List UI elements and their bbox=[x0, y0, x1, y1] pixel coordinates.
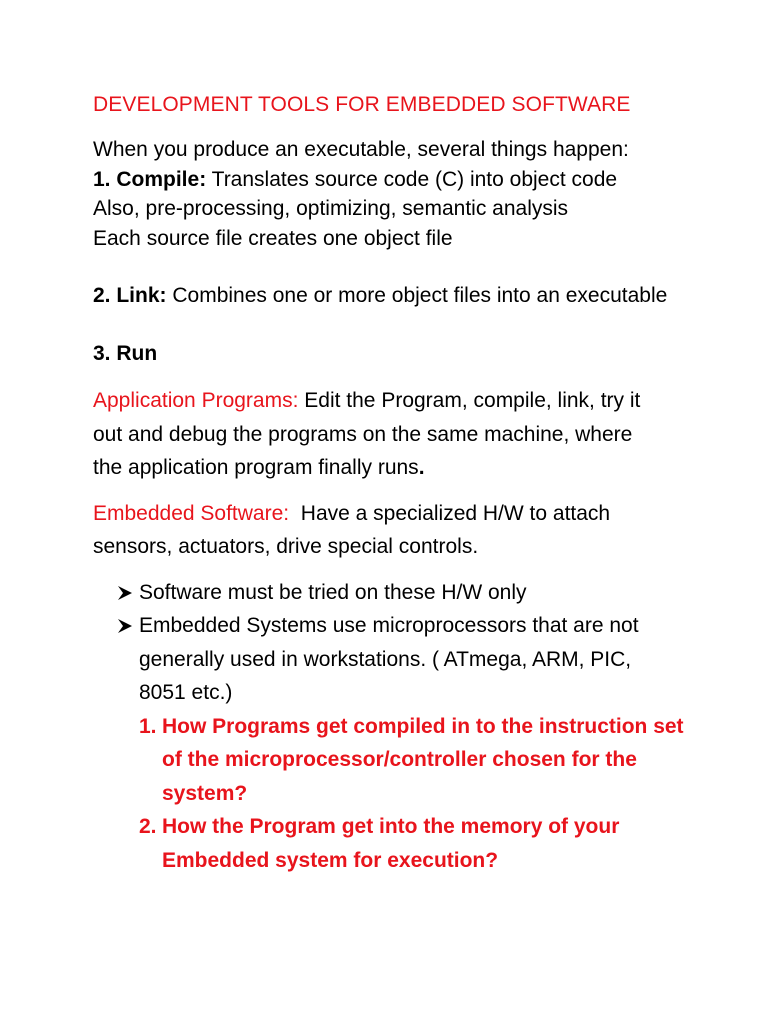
question-text: Embedded system for execution? bbox=[162, 848, 499, 872]
bullet-list bbox=[93, 576, 753, 710]
compile-label: 1. Compile: bbox=[93, 167, 207, 191]
application-programs-period: . bbox=[418, 456, 425, 479]
application-programs-line-3 bbox=[93, 451, 753, 485]
question-text: How Programs get compiled in to the instruction set bbox=[162, 714, 684, 738]
bullet-text: 8051 etc.) bbox=[139, 681, 233, 704]
document-content bbox=[93, 88, 753, 877]
application-programs-text-2: out and debug the programs on the same machine, where bbox=[93, 422, 633, 446]
embedded-software-text-1: Have a specialized H/W to attach bbox=[289, 501, 611, 525]
question-item bbox=[93, 710, 753, 811]
arrowhead-bullet-icon bbox=[117, 609, 137, 643]
bullet-item bbox=[93, 576, 753, 610]
question-text: of the microprocessor/controller chosen for the bbox=[162, 748, 637, 771]
question-item bbox=[93, 810, 753, 877]
embedded-software-paragraph bbox=[93, 497, 753, 564]
embedded-software-label: Embedded Software: bbox=[93, 501, 290, 525]
bullet-text: generally used in workstations. ( ATmega, ARM, PIC, bbox=[139, 647, 632, 671]
link-text: Combines one or more object files into an executable bbox=[166, 284, 668, 307]
bullet-text: Embedded Systems use microprocessors that are not bbox=[139, 614, 639, 637]
compile-detail-2: Each source file creates one object file bbox=[93, 226, 453, 250]
compile-line bbox=[93, 165, 753, 195]
application-programs-line-1 bbox=[93, 384, 753, 418]
question-list bbox=[93, 710, 753, 878]
application-programs-label: Application Programs: bbox=[93, 389, 299, 412]
application-programs-paragraph bbox=[93, 384, 753, 485]
run-line: 3. Run bbox=[93, 341, 158, 365]
question-number: 1. bbox=[139, 714, 157, 738]
question-text: system? bbox=[162, 781, 248, 805]
application-programs-text-1: Edit the Program, compile, link, try it bbox=[298, 389, 641, 412]
intro-block bbox=[93, 135, 753, 253]
bullet-text: Software must be tried on these H/W only bbox=[139, 580, 527, 604]
question-number: 2. bbox=[139, 815, 157, 838]
link-line bbox=[93, 281, 753, 311]
intro-line: When you produce an executable, several things happen: bbox=[93, 138, 629, 161]
question-text: How the Program get into the memory of your bbox=[162, 815, 620, 838]
compile-text: Translates source code (C) into object code bbox=[206, 167, 618, 191]
application-programs-text-3: the application program finally runs bbox=[93, 456, 419, 479]
bullet-item bbox=[93, 609, 753, 710]
embedded-software-text-2: sensors, actuators, drive special controls. bbox=[93, 535, 479, 558]
link-label: 2. Link: bbox=[93, 284, 167, 307]
embedded-software-line-1 bbox=[93, 497, 753, 531]
arrowhead-bullet-icon bbox=[117, 576, 137, 610]
compile-detail-1: Also, pre-processing, optimizing, semantic analysis bbox=[93, 197, 569, 220]
page-title: DEVELOPMENT TOOLS FOR EMBEDDED SOFTWARE bbox=[93, 93, 631, 116]
